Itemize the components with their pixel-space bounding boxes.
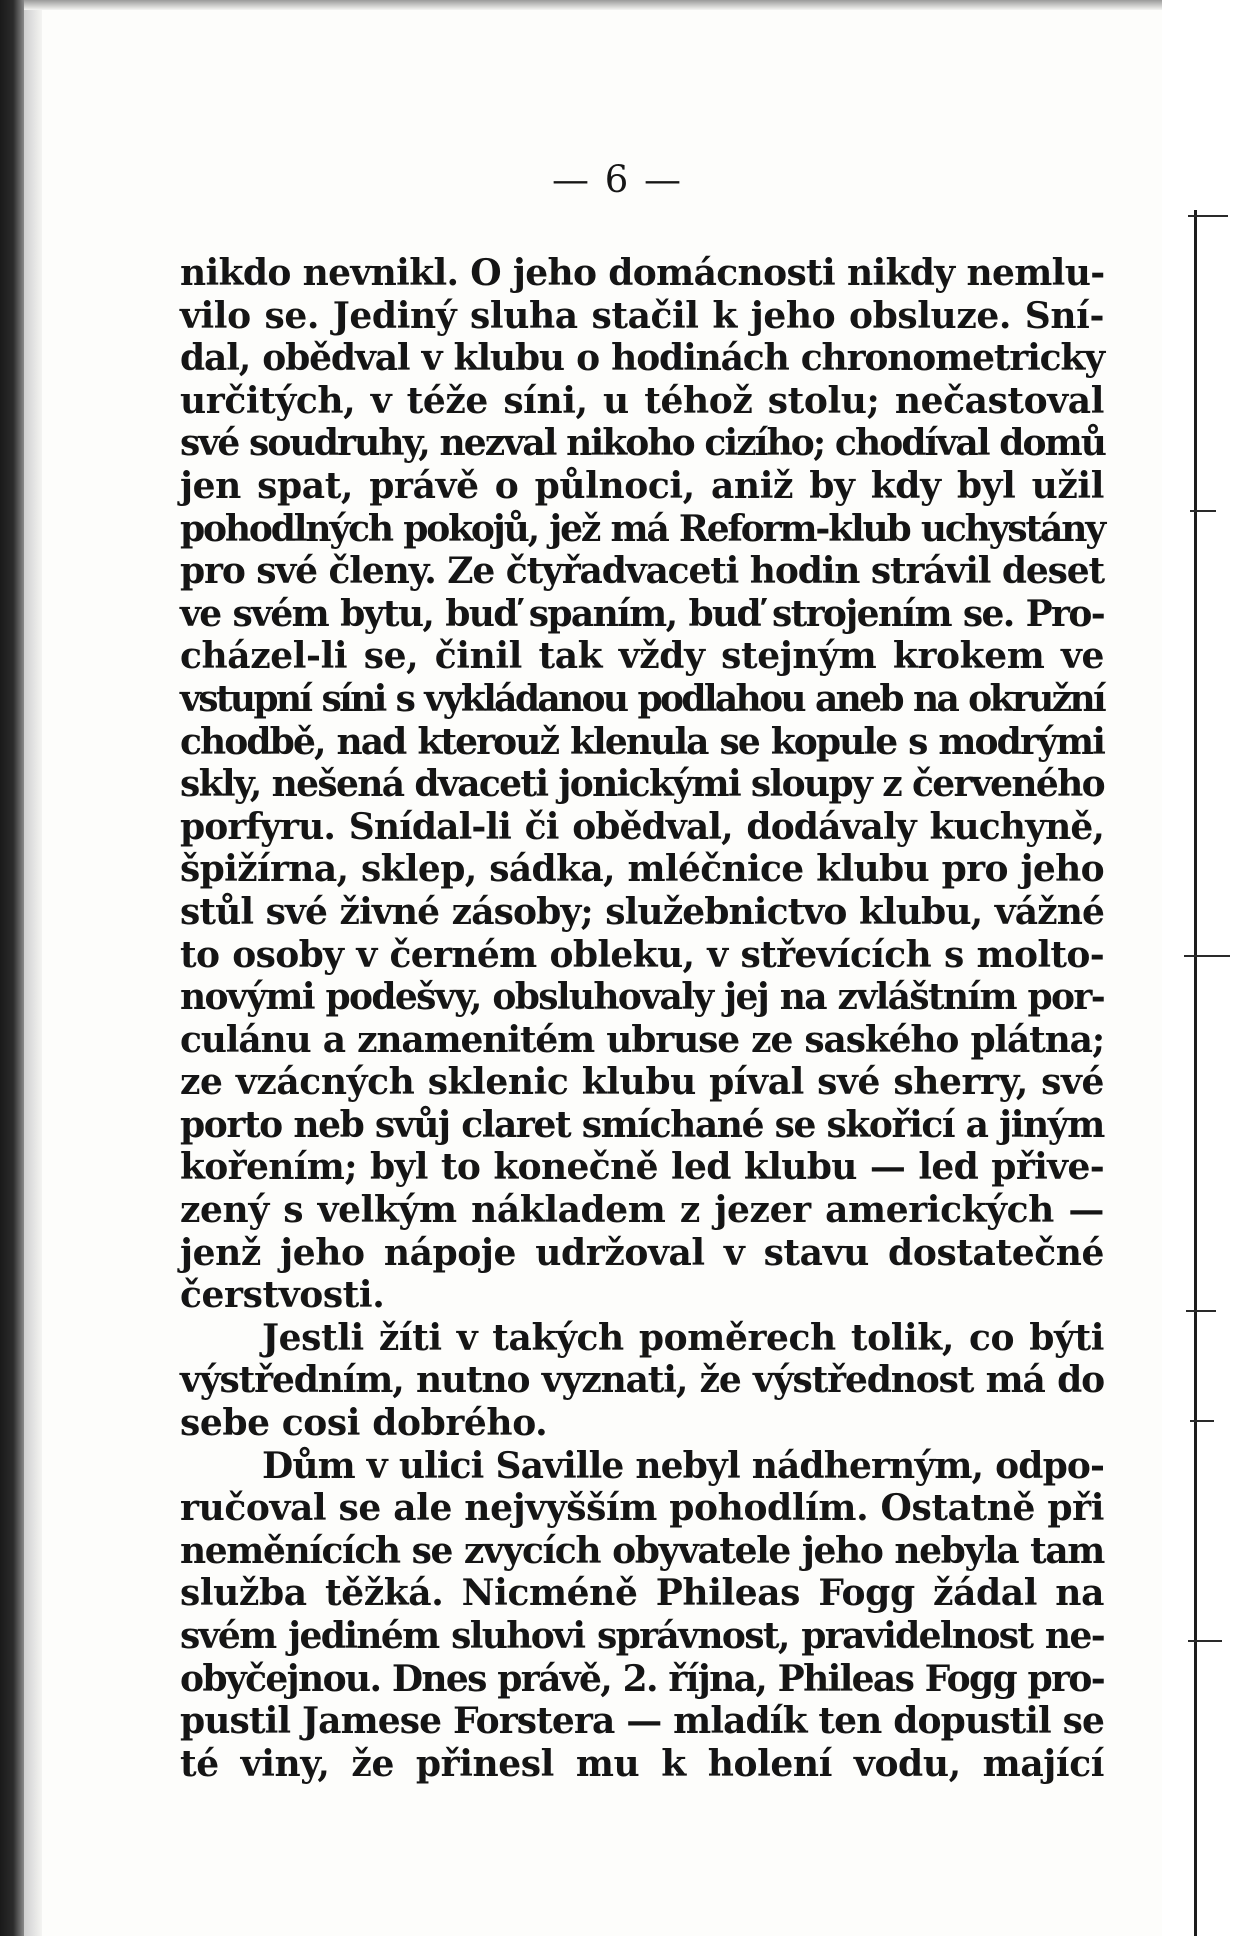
page-fold-area xyxy=(1162,0,1235,1936)
scan-border-top xyxy=(24,0,1235,10)
text-line: pustil Jamese Forstera — mladík ten dopustil se xyxy=(180,1700,1104,1743)
text-line: stůl své živné zásoby; služebnictvo klubu, vážné xyxy=(180,890,1104,933)
fold-mark xyxy=(1190,1420,1214,1422)
text-line: Dům v ulici Saville nebyl nádherným, odpo- xyxy=(262,1444,1104,1487)
text-line: vstupní síni s vykládanou podlahou aneb na okružní xyxy=(180,677,1104,720)
text-line: nikdo nevnikl. O jeho domácnosti nikdy nemlu- xyxy=(180,252,1105,294)
text-line: služba těžká. Nicméně Phileas Fogg žádal na xyxy=(180,1572,1104,1615)
text-line: určitých, v téže síni, u téhož stolu; nečastoval xyxy=(180,379,1104,422)
scan-border-left xyxy=(0,0,24,1936)
fold-mark xyxy=(1190,510,1216,512)
body-text xyxy=(180,252,1104,1785)
text-line: neměnících se zvycích obyvatele jeho nebyla tam xyxy=(180,1529,1104,1572)
text-line: jen spat, právě o půlnoci, aniž by kdy byl užil xyxy=(180,464,1104,507)
text-line: pohodlných pokojů, jež má Reform-klub uchystány xyxy=(180,507,1104,550)
text-line: čerstvosti. xyxy=(180,1274,385,1317)
text-line: sebe cosi dobrého. xyxy=(180,1402,548,1445)
text-line: výstředním, nutno vyznati, že výstřednost má do xyxy=(180,1359,1104,1402)
text-line: to osoby v černém obleku, v střevících s molto- xyxy=(180,933,1104,976)
text-line: pro své členy. Ze čtyřadvaceti hodin strávil deset xyxy=(180,550,1104,593)
text-line: porto neb svůj claret smíchané se skořicí a jiným xyxy=(180,1103,1104,1146)
text-line: špižírna, sklep, sádka, mléčnice klubu pro jeho xyxy=(180,848,1104,891)
text-line: jenž jeho nápoje udržoval v stavu dostatečné xyxy=(180,1231,1104,1274)
text-line: novými podešvy, obsluhovaly jej na zvláštním por- xyxy=(180,976,1104,1019)
text-line: kořením; byl to konečně led klubu — led přive- xyxy=(180,1146,1104,1189)
text-line: chodbě, nad kterouž klenula se kopule s modrými xyxy=(180,720,1104,763)
text-line: té viny, že přinesl mu k holení vodu, mající xyxy=(180,1742,1104,1785)
page-shadow-left xyxy=(24,0,42,1936)
page-fold-line xyxy=(1194,210,1197,1936)
fold-mark xyxy=(1188,215,1228,217)
fold-mark xyxy=(1184,955,1230,957)
paragraph-3 xyxy=(180,1445,1104,1786)
text-line: culánu a znamenitém ubruse ze saského plátna; xyxy=(180,1018,1104,1061)
text-line: své soudruhy, nezval nikoho cizího; chodíval domů xyxy=(180,422,1106,465)
page-number: — 6 — xyxy=(551,158,684,201)
fold-mark xyxy=(1188,1640,1222,1642)
text-line: ze vzácných sklenic klubu píval své sherry, své xyxy=(180,1061,1104,1104)
text-line: cházel-li se, činil tak vždy stejným krokem ve xyxy=(180,635,1104,678)
text-line: zený s velkým nákladem z jezer amerických — xyxy=(180,1189,1104,1232)
text-line: ručoval se ale nejvyšším pohodlím. Ostatně při xyxy=(180,1487,1104,1530)
paragraph-2 xyxy=(180,1317,1104,1445)
fold-mark xyxy=(1186,1310,1216,1312)
text-line: svém jediném sluhovi správnost, pravidelnost ne- xyxy=(180,1615,1104,1657)
text-line: dal, obědval v klubu o hodinách chronometricky xyxy=(180,337,1104,380)
text-line: skly, nešená dvaceti jonickými sloupy z červeného xyxy=(180,763,1104,806)
text-line: Jestli žíti v takých poměrech tolik, co býti xyxy=(262,1316,1104,1359)
text-line: ve svém bytu, buď spaním, buď strojením se. Pro- xyxy=(180,592,1104,635)
paragraph-1 xyxy=(180,252,1104,1317)
text-line: porfyru. Snídal-li či obědval, dodávaly kuchyně, xyxy=(180,805,1104,848)
text-line: obyčejnou. Dnes právě, 2. října, Phileas Fogg pro- xyxy=(180,1657,1104,1700)
text-line: vilo se. Jediný sluha stačil k jeho obsluze. Sní- xyxy=(180,294,1104,337)
